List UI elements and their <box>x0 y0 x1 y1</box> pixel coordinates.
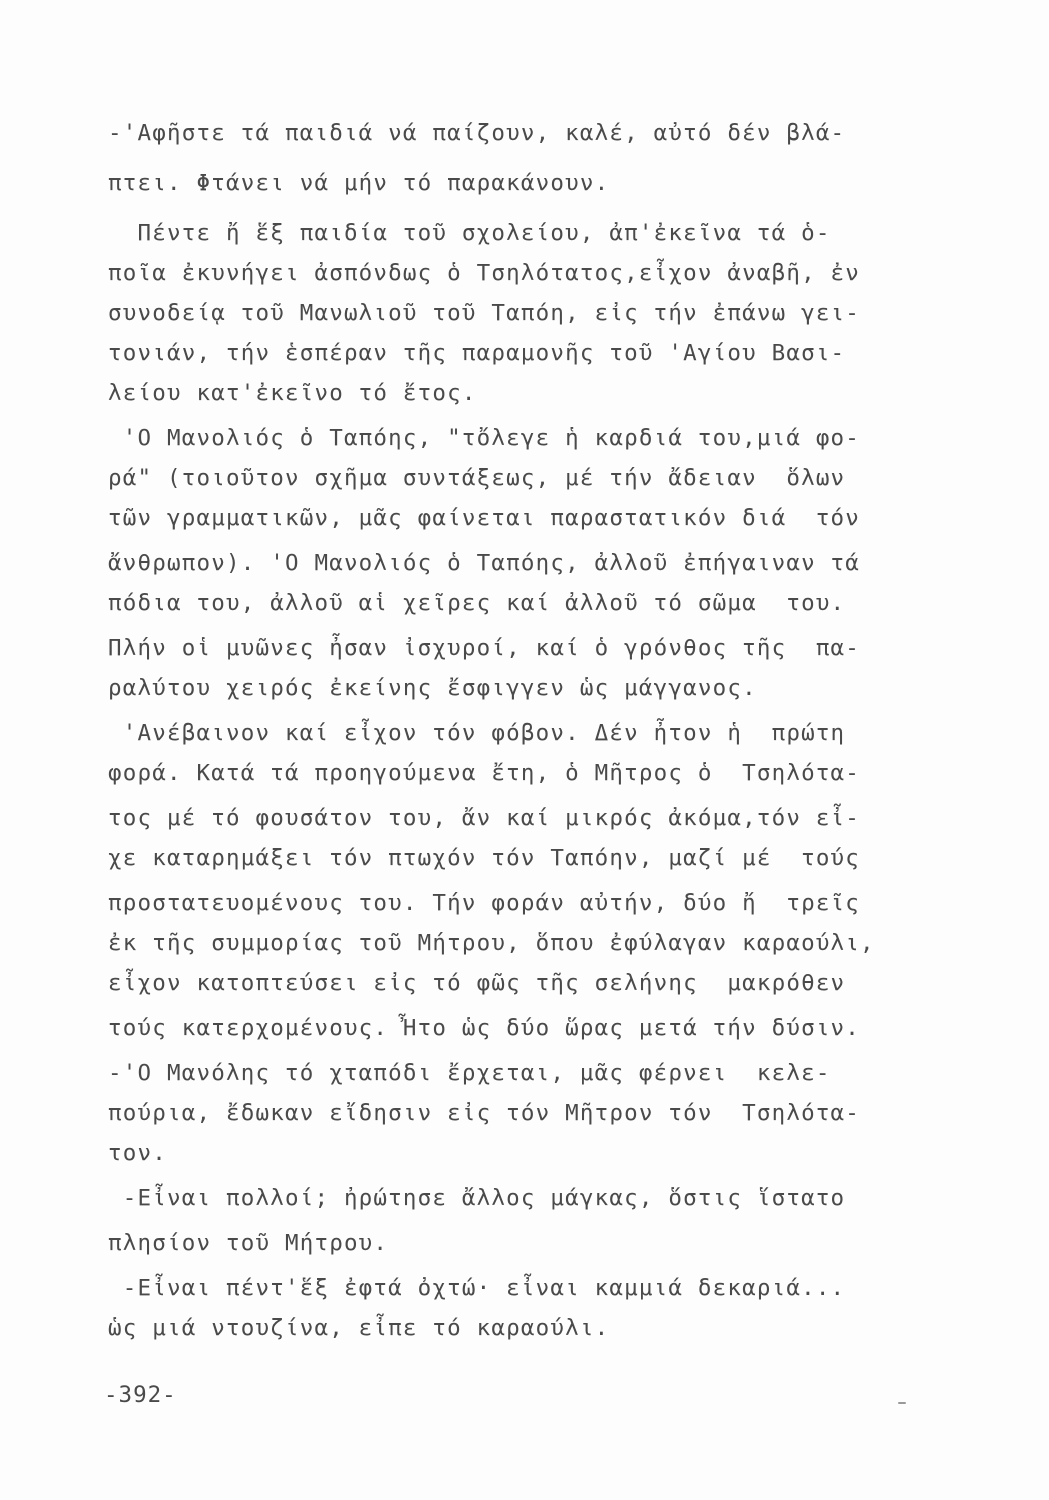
text-line: προστατευομένους του. Τήν φοράν αὐτήν, δύο ἤ τρεῖς <box>108 890 861 916</box>
text-line: τος μέ τό φουσάτον του, ἄν καί μικρός ἀκόμα,τόν εἶ- <box>108 805 861 831</box>
text-line: ἐκ τῆς συμμορίας τοῦ Μήτρου, ὅπου ἐφύλαγαν καραούλι, <box>108 930 875 956</box>
text-line: ὡς μιά ντουζίνα, εἶπε τό καραούλι. <box>108 1315 610 1341</box>
text-line: -'Ο Μανόλης τό χταπόδι ἔρχεται, μᾶς φέρνει κελε- <box>108 1060 831 1086</box>
text-line: 'Ανέβαινον καί εἶχον τόν φόβον. Δέν ἦτον ἡ πρώτη <box>108 720 846 746</box>
text-line: ἄνθρωπον). 'Ο Μανολιός ὁ Ταπόης, ἀλλοῦ ἐπήγαιναν τά <box>108 550 861 576</box>
page-number: -392- <box>104 1382 177 1408</box>
text-line: -Εἶναι πολλοί; ἠρώτησε ἄλλος μάγκας, ὅστις ἵστατο <box>108 1185 846 1211</box>
text-line: τούς κατερχομένους. Ἦτο ὡς δύο ὥρας μετά τήν δύσιν. <box>108 1015 861 1041</box>
text-line: συνοδείᾳ τοῦ Μανωλιοῦ τοῦ Ταπόη, εἰς τήν ἐπάνω γει- <box>108 300 861 326</box>
paper-speck <box>898 1402 906 1404</box>
text-line: εἶχον κατοπτεύσει εἰς τό φῶς τῆς σελήνης μακρόθεν <box>108 970 846 996</box>
text-line: πόδια του, ἀλλοῦ αἱ χεῖρες καί ἀλλοῦ τό σῶμα του. <box>108 590 846 616</box>
text-line: ρά" (τοιοῦτον σχῆμα συντάξεως, μέ τήν ἄδειαν ὅλων <box>108 465 846 491</box>
text-line: πούρια, ἔδωκαν εἴδησιν εἰς τόν Μῆτρον τόν Τσηλότα- <box>108 1100 861 1126</box>
text-line: 'Ο Μανολιός ὁ Ταπόης, "τὄλεγε ἡ καρδιά του,μιά φο- <box>108 425 861 451</box>
text-line: -Εἶναι πέντ'ἕξ ἐφτά ὀχτώ· εἶναι καμμιά δεκαριά... <box>108 1275 846 1301</box>
text-line: πλησίον τοῦ Μήτρου. <box>108 1230 389 1256</box>
text-line: πτει. Φτάνει νά μήν τό παρακάνουν. <box>108 170 610 196</box>
text-line: ραλύτου χειρός ἐκείνης ἔσφιγγεν ὡς μάγγανος. <box>108 675 757 701</box>
text-line: τῶν γραμματικῶν, μᾶς φαίνεται παραστατικόν διά τόν <box>108 505 861 531</box>
text-line: ποῖα ἐκυνήγει ἀσπόνδως ὁ Τσηλότατος,εἶχον ἀναβῆ, ἐν <box>108 260 861 286</box>
text-line: φορά. Κατά τά προηγούμενα ἔτη, ὁ Μῆτρος ὁ Τσηλότα- <box>108 760 861 786</box>
text-line: χε καταρημάξει τόν πτωχόν τόν Ταπόην, μαζί μέ τούς <box>108 845 861 871</box>
text-line: -'Αφῆστε τά παιδιά νά παίζουν, καλέ, αὐτό δέν βλά- <box>108 120 846 146</box>
text-line: τον. <box>108 1140 167 1166</box>
text-line: λείου κατ'ἐκεῖνο τό ἔτος. <box>108 380 477 406</box>
text-line: Πέντε ἤ ἕξ παιδία τοῦ σχολείου, ἀπ'ἐκεῖνα τά ὁ- <box>108 220 831 246</box>
text-line: Πλήν οἱ μυῶνες ἦσαν ἰσχυροί, καί ὁ γρόνθος τῆς πα- <box>108 635 861 661</box>
text-line: τονιάν, τήν ἑσπέραν τῆς παραμονῆς τοῦ 'Αγίου Βασι- <box>108 340 846 366</box>
